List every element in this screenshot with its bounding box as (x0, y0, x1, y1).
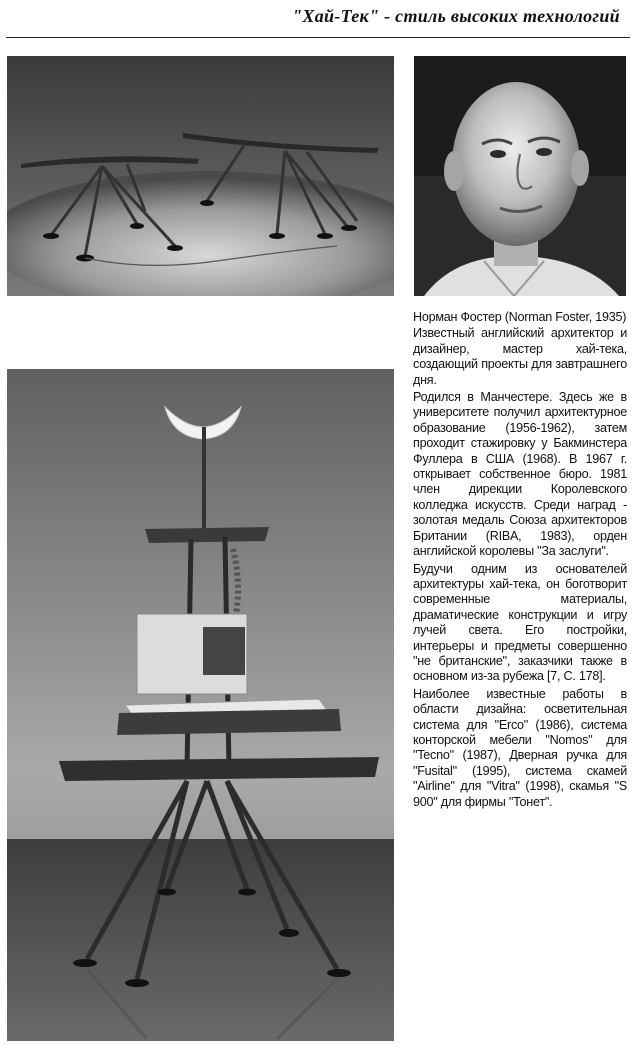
bio-paragraph: Будучи одним из основателей архитектуры хай-тека, он боготворит современные материалы, драматические конструкции и игру лучей света. Его постройки, интерьеры и предметы совершенно "не британские", заказчики также в основном из-за рубежа [7, С. 178]. (413, 561, 627, 684)
photo-norman-foster (414, 56, 626, 296)
photo-nomos-workstation (7, 369, 394, 1041)
bio-paragraph: Наиболее известные работы в области дизайна: осветительная система для "Erco" (1986), система конторской мебели "Nomos" для "Tecno" (1987), Дверная ручка для "Fusital" (1995), система скамей "Airline" для "Vitra" (1998), скамья "S 900" для фирмы "Тонет". (413, 686, 627, 809)
bio-paragraph: Известный английский архитектор и дизайнер, мастер хай-тека, создающий проекты для завтрашнего дня. (413, 326, 627, 387)
photo-tables-nomos (7, 56, 394, 296)
bio-text (413, 310, 627, 812)
running-title: "Хай-Тек" - стиль высоких технологий (292, 6, 620, 26)
bio-paragraph: Родился в Манчестере. Здесь же в университете получил архитектурное образование (1956-1962), затем проходит стажировку у Бакминстера Фуллера в США (1968). В 1967 г. открывает собственное бюро. 1981 член дирекции Королевского колледжа искусств. Среди наград - золотая медаль Союза архитекторов Британии (RIBA, 1983), орден английской королевы "За заслуги". (413, 390, 627, 559)
page-header (0, 0, 636, 38)
header-rule (6, 37, 630, 38)
photo-caption: Норман Фостер (Norman Foster, 1935) (413, 310, 627, 324)
